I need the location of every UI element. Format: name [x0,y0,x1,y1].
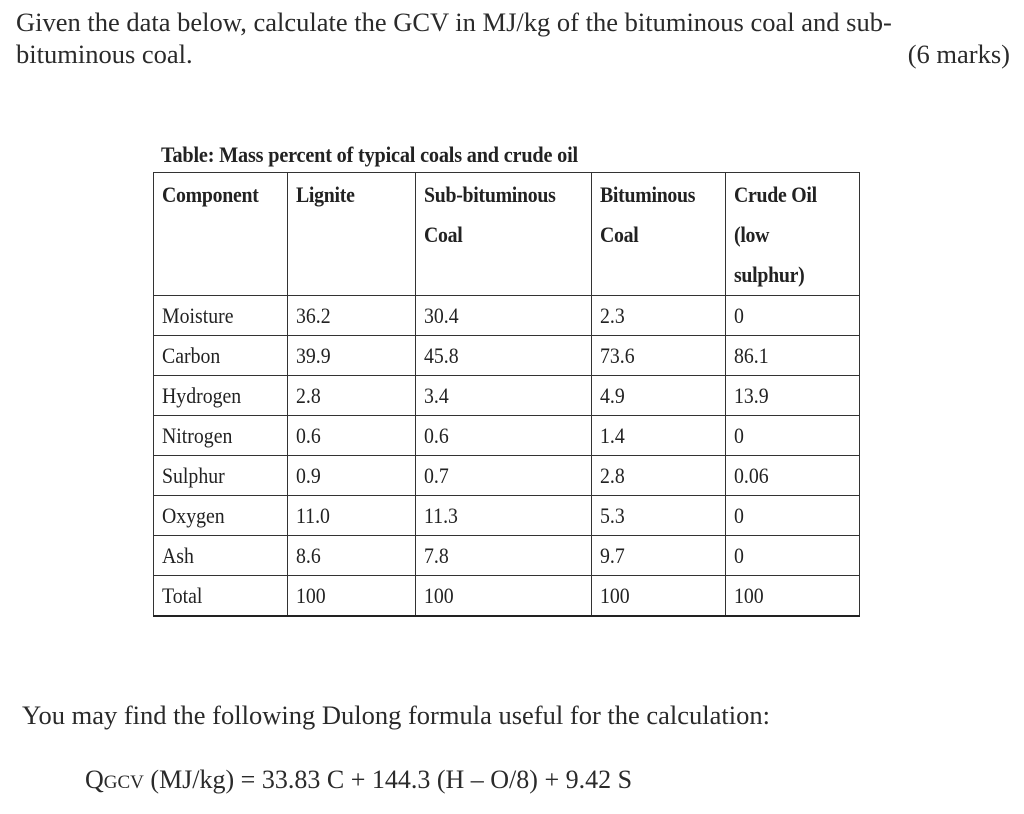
formula-hint: You may find the following Dulong formula useful for the calculation: [22,700,771,730]
formula-subscript: GCV [103,772,144,793]
cell-value: 0.7 [424,463,449,488]
cell-value: 100 [424,583,454,608]
cell-value: 13.9 [734,383,769,408]
cell-value: 9.7 [600,543,625,568]
row-label-cell [154,536,288,576]
value-cell [288,496,416,536]
column-header-text: sulphur) [734,262,805,287]
cell-value: 73.6 [600,343,635,368]
value-cell [416,496,592,536]
column-header [726,173,860,296]
value-cell [592,416,726,456]
column-header-text: (low [734,222,770,247]
value-cell [288,456,416,496]
value-cell [726,496,860,536]
value-cell [416,376,592,416]
value-cell [592,576,726,617]
cell-value: 0 [734,303,744,328]
value-cell [288,416,416,456]
cell-value: 100 [296,583,326,608]
cell-value: 0 [734,423,744,448]
value-cell [416,576,592,617]
table-row [154,416,860,456]
column-header [416,173,592,296]
row-label-cell [154,456,288,496]
value-cell [592,536,726,576]
cell-value: 86.1 [734,343,769,368]
row-label: Moisture [162,303,234,328]
cell-value: 2.8 [296,383,321,408]
question-text [16,6,1010,70]
value-cell [592,336,726,376]
value-cell [726,296,860,336]
value-cell [416,456,592,496]
cell-value: 1.4 [600,423,625,448]
column-header [154,173,288,296]
column-header-text: Sub-bituminous [424,182,556,207]
cell-value: 11.0 [296,503,330,528]
table-row [154,576,860,617]
cell-value: 39.9 [296,343,331,368]
cell-value: 8.6 [296,543,321,568]
formula-body: (MJ/kg) = 33.83 C + 144.3 (H – O/8) + 9.42 S [143,765,633,794]
row-label: Nitrogen [162,423,233,448]
cell-value: 0.06 [734,463,769,488]
row-label-cell [154,416,288,456]
column-header [592,173,726,296]
cell-value: 2.3 [600,303,625,328]
cell-value: 11.3 [424,503,458,528]
table-row [154,536,860,576]
column-header [288,173,416,296]
cell-value: 100 [734,583,764,608]
value-cell [592,456,726,496]
value-cell [726,536,860,576]
table-row [154,376,860,416]
value-cell [288,536,416,576]
value-cell [288,376,416,416]
table-caption: Table: Mass percent of typical coals and crude oil [161,142,578,167]
row-label-cell [154,576,288,617]
row-label: Total [162,583,203,608]
table-row [154,296,860,336]
cell-value: 5.3 [600,503,625,528]
value-cell [416,536,592,576]
row-label-cell [154,296,288,336]
row-label: Ash [162,543,194,568]
table-body [154,296,860,617]
row-label: Hydrogen [162,383,242,408]
coal-table-container [153,142,860,617]
value-cell [592,376,726,416]
column-header-text: Coal [600,222,639,247]
row-label: Oxygen [162,503,225,528]
cell-value: 36.2 [296,303,331,328]
value-cell [592,296,726,336]
table-row [154,496,860,536]
cell-value: 0.9 [296,463,321,488]
marks-label: (6 marks) [907,39,1010,69]
formula-q: Q [85,765,104,794]
cell-value: 30.4 [424,303,459,328]
cell-value: 0 [734,543,744,568]
question-line-1: Given the data below, calculate the GCV in MJ/kg of the bituminous coal and sub- [16,7,892,37]
value-cell [416,296,592,336]
column-header-text: Bituminous [600,182,696,207]
value-cell [288,296,416,336]
row-label: Carbon [162,343,221,368]
table-header-row [154,173,860,296]
cell-value: 0.6 [296,423,321,448]
row-label-cell [154,336,288,376]
value-cell [416,416,592,456]
column-header-text: Lignite [296,182,355,207]
row-label: Sulphur [162,463,225,488]
value-cell [726,576,860,617]
value-cell [726,416,860,456]
question-line-2 [16,38,1010,70]
table-row [154,336,860,376]
value-cell [726,376,860,416]
column-header-text: Crude Oil [734,182,817,207]
cell-value: 4.9 [600,383,625,408]
row-label-cell [154,496,288,536]
row-label-cell [154,376,288,416]
dulong-formula [85,765,632,795]
cell-value: 0.6 [424,423,449,448]
table-row [154,456,860,496]
cell-value: 7.8 [424,543,449,568]
value-cell [726,456,860,496]
cell-value: 3.4 [424,383,449,408]
coal-composition-table [153,172,860,617]
value-cell [416,336,592,376]
value-cell [592,496,726,536]
value-cell [726,336,860,376]
value-cell [288,336,416,376]
column-header-text: Component [162,182,259,207]
cell-value: 100 [600,583,630,608]
cell-value: 0 [734,503,744,528]
value-cell [288,576,416,617]
column-header-text: Coal [424,222,463,247]
cell-value: 45.8 [424,343,459,368]
cell-value: 2.8 [600,463,625,488]
question-line-2-text: bituminous coal. [16,39,193,69]
